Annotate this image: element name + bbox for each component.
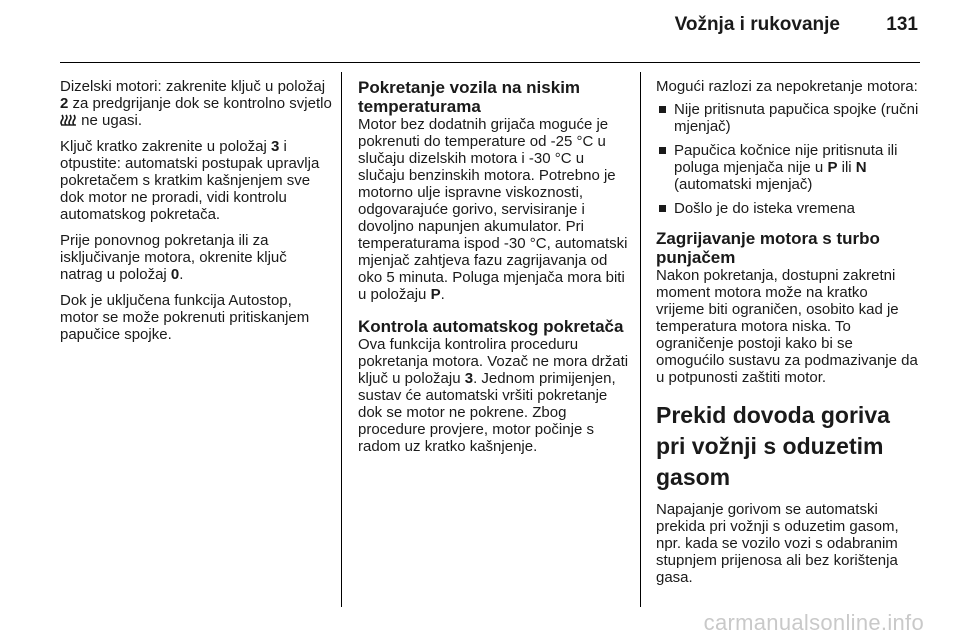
heading-turbo-warmup: Zagrijavanje motora s turbo punjačem xyxy=(656,229,880,267)
bullet-icon xyxy=(659,205,666,212)
watermark: carmanualsonline.info xyxy=(703,610,924,635)
list-item xyxy=(656,142,920,193)
page-number: 131 xyxy=(886,14,918,35)
column-divider-1 xyxy=(341,72,342,607)
bullet-icon xyxy=(659,106,666,113)
text: . Jednom primijenjen, sustav će automatski vršiti pokretanje dok se motor ne pokrene. Zbog procedure provjere, motor počinje s radom uz kratko kašnjenje. xyxy=(358,370,616,455)
reasons-list xyxy=(656,101,920,217)
paragraph-autostop: Dok je uključena funkcija Autostop, motor se može pokrenuti pritiskanjem papučice spojke. xyxy=(60,292,310,343)
key-position-2: 2 xyxy=(60,95,69,112)
paragraph-turn-key xyxy=(60,138,332,223)
column-2 xyxy=(358,78,632,464)
text: Prije ponovnog pokretanja ili za isključivanje motora, okrenite ključ natrag u položaj xyxy=(60,232,287,283)
gear-p: P xyxy=(430,286,441,303)
heading-auto-start-control: Kontrola automatskog pokretača xyxy=(358,317,624,336)
key-position-3: 3 xyxy=(270,138,280,155)
bullet-icon xyxy=(659,147,666,154)
text: Ova funkcija kontrolira proceduru pokretanja motora. Vozač ne mora držati ključ u položaju xyxy=(358,336,629,387)
text: Došlo je do isteka vremena xyxy=(674,200,855,217)
gear-p: P xyxy=(827,159,838,176)
paragraph-reasons: Mogući razlozi za nepokretanje motora: xyxy=(656,78,918,95)
text: (automatski mjenjač) xyxy=(674,176,813,193)
column-divider-2 xyxy=(640,72,641,607)
paragraph-turbo: Nakon pokretanja, dostupni zakretni moment motora može na kratko vrijeme biti ograničen, osobito kad je temperatura motora niska. To ograničenje postoji kako bi se omogućilo sustavu za podmazivanje da u potpunosti zaštiti motor. xyxy=(656,267,918,386)
text: za predgrijanje dok se kontrolno svjetlo xyxy=(68,95,332,112)
text: Motor bez dodatnih grijača moguće je pokrenuti do temperature od -25 °C u slučaju dizelskih motora i -30 °C u slučaju benzinskih motora. Potrebno je motorno ulje ispravne viskoznosti, odgovarajuće gorivo, servisiranje i dovoljno napunjen akumulator. Pri temperaturama ispod -30 °C, automatski mjenjač zahtjeva fazu zagrijavanja od oko 5 minuta. Poluga mjenjača mora biti u položaju xyxy=(358,116,628,303)
list-item xyxy=(656,200,920,217)
text: Dizelski motori: zakrenite ključ u položaj xyxy=(60,78,326,95)
text: Papučica kočnice nije pritisnuta ili poluga mjenjača nije u xyxy=(674,142,898,176)
key-position-3: 3 xyxy=(464,370,474,387)
text: Nije pritisnuta papučica spojke (ručni mjenjač) xyxy=(674,101,919,135)
text: . xyxy=(440,286,445,303)
glow-plug-icon xyxy=(60,113,77,125)
text: ne ugasi. xyxy=(77,112,143,129)
column-1 xyxy=(60,78,332,352)
header-rule xyxy=(60,62,920,63)
gear-n: N xyxy=(855,159,867,176)
paragraph-diesel-preheat xyxy=(60,78,332,129)
key-position-0: 0 xyxy=(170,266,180,283)
heading-low-temp-start: Pokretanje vozila na niskim temperaturama xyxy=(358,78,581,116)
paragraph-restart xyxy=(60,232,332,283)
page-header-title: Vožnja i rukovanje xyxy=(674,14,840,35)
paragraph-fuel-cutoff: Napajanje gorivom se automatski prekida pri vožnji s oduzetim gasom, npr. kada se vozilo vozi s odabranim stupnjem prijenosa ali bez korištenja gasa. xyxy=(656,501,899,586)
text: . xyxy=(179,266,184,283)
list-item xyxy=(656,101,920,135)
column-3 xyxy=(656,78,920,595)
text: ili xyxy=(837,159,856,176)
paragraph-low-temp xyxy=(358,116,632,303)
paragraph-auto-start xyxy=(358,336,632,455)
text: Ključ kratko zakrenite u položaj xyxy=(60,138,271,155)
heading-fuel-cutoff: Prekid dovoda goriva pri vožnji s oduzetim gasom xyxy=(656,402,890,490)
text: i otpustite: automatski postupak upravlja pokretačem s kratkim kašnjenjem sve dok motor ne proradi, vidi kontrolu automatskog pokretača. xyxy=(60,138,320,223)
